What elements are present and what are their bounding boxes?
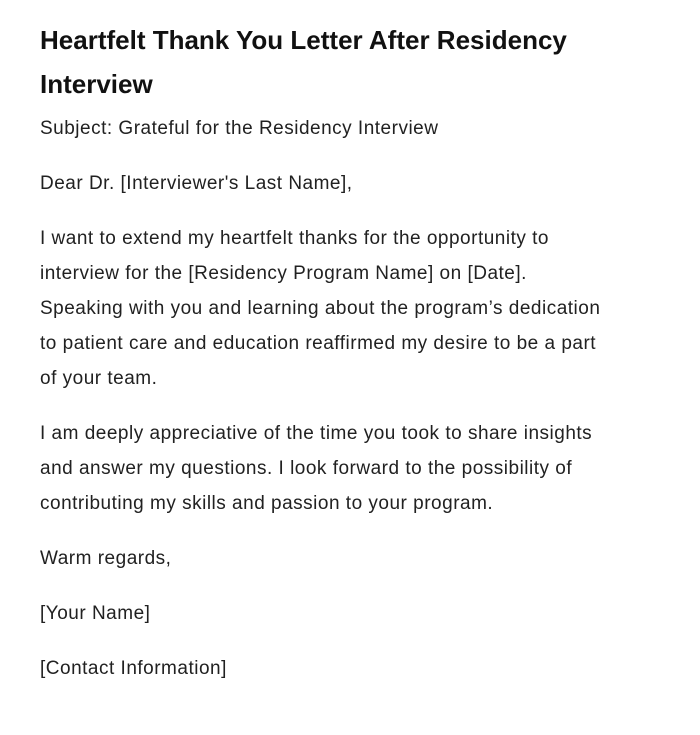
page-title: Heartfelt Thank You Letter After Residency Interview [40,25,567,99]
letter-paragraph-2: I am deeply appreciative of the time you took to share insights and answer my questions. I look forward to the possibility of contributing my skills and passion to your program. [40,423,593,514]
subject-line: Subject: Grateful for the Residency Interview [40,118,439,139]
signature-name: [Your Name] [40,603,151,624]
salutation: Dear Dr. [Interviewer's Last Name], [40,173,353,194]
letter-paragraph-1: I want to extend my heartfelt thanks for the opportunity to interview for the [Residency Program Name] on [Date]. Speaking with you and learning about the program’s dedication to patient care and education reaffirmed my desire to be a part of your team. [40,228,601,389]
closing: Warm regards, [40,548,172,569]
contact-information: [Contact Information] [40,658,227,679]
